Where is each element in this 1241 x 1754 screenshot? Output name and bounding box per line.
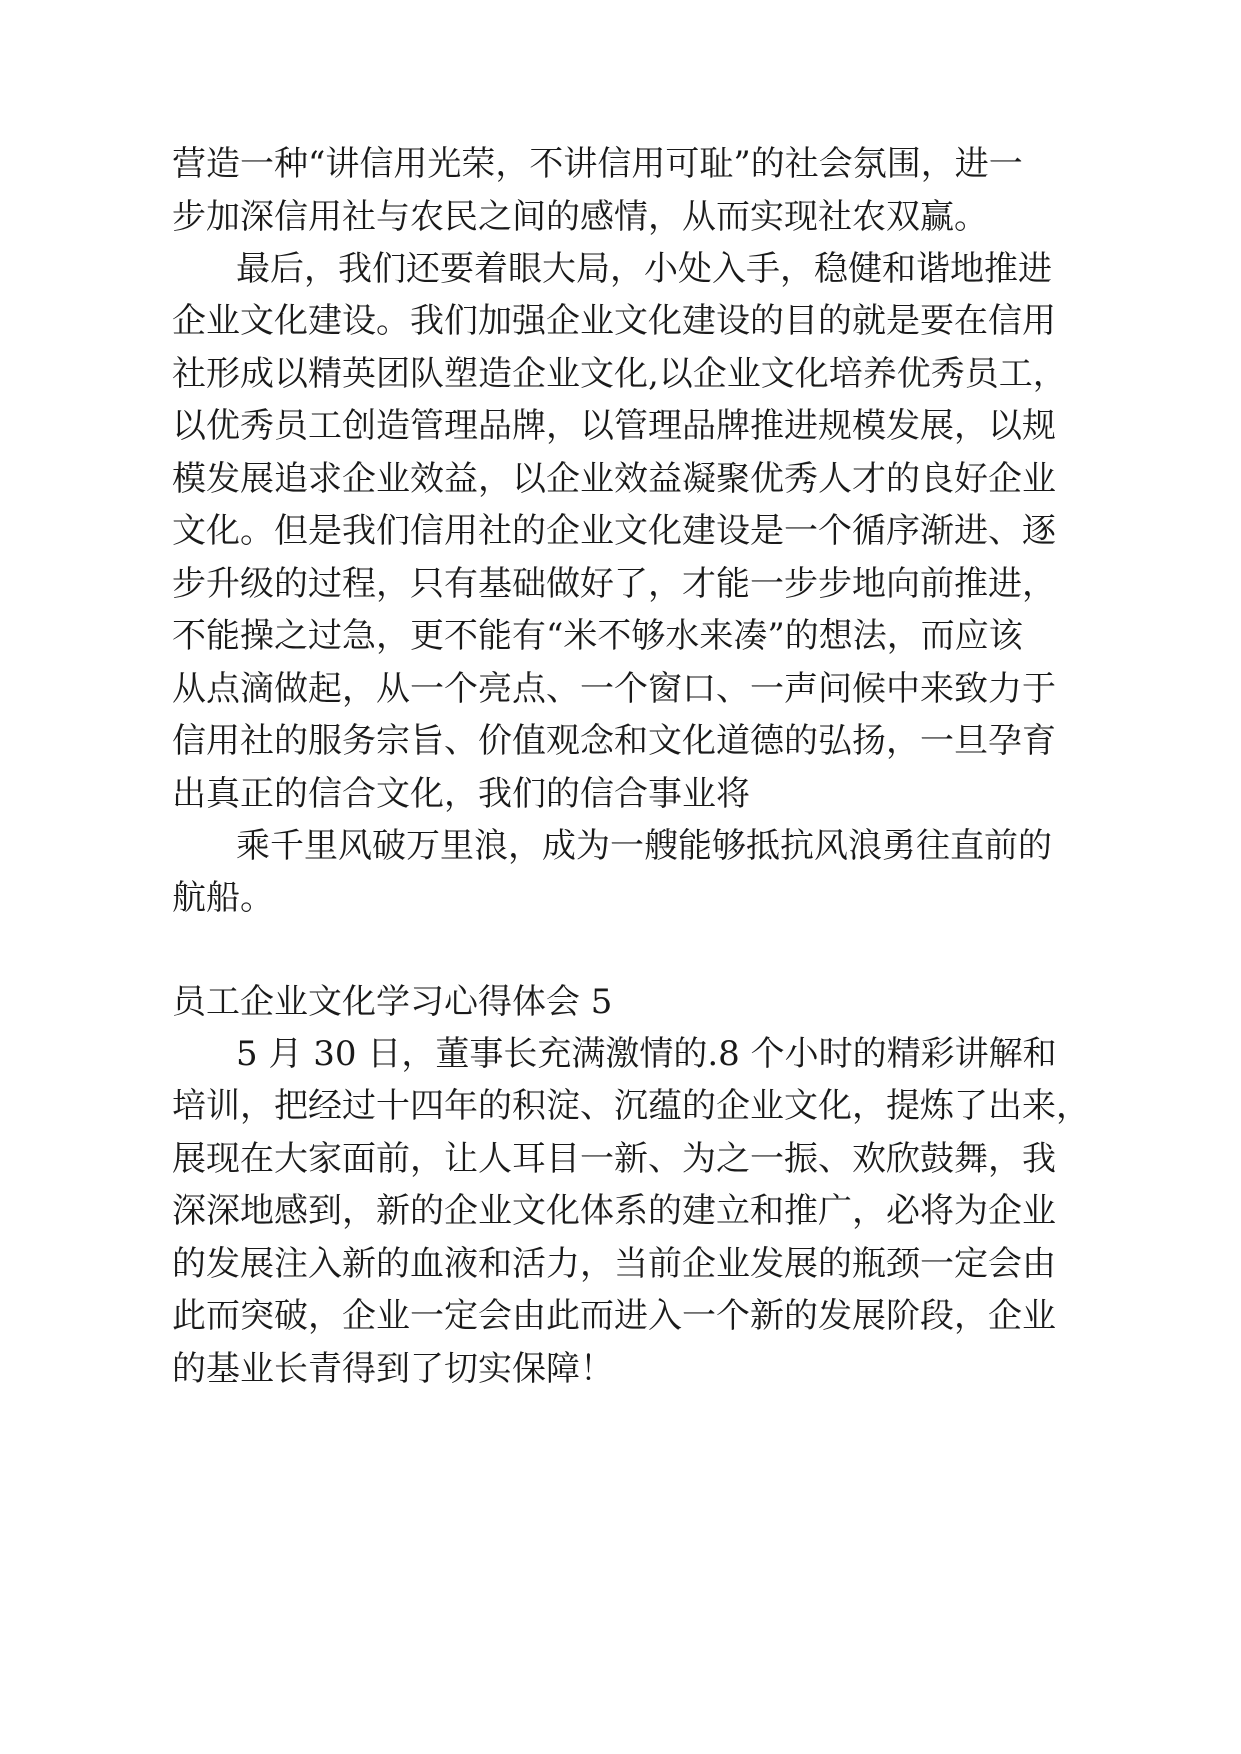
text-line: 此而突破，企业一定会由此而进入一个新的发展阶段，企业: [172, 1296, 1056, 1336]
text-line: 展现在大家面前，让人耳目一新、为之一振、欢欣鼓舞，我: [172, 1139, 1056, 1179]
text-line: 5 月 30 日，董事长充满激情的.8 个小时的精彩讲解和: [236, 1034, 1057, 1074]
text-line: 步加深信用社与农民之间的感情，从而实现社农双赢。: [172, 197, 988, 237]
text-line: 以优秀员工创造管理品牌，以管理品牌推进规模发展，以规: [172, 406, 1056, 446]
text-line: 乘千里风破万里浪，成为一艘能够抵抗风浪勇往直前的: [236, 826, 1052, 866]
text-line: 出真正的信合文化，我们的信合事业将: [172, 774, 750, 814]
text-line: 社形成以精英团队塑造企业文化,以企业文化培养优秀员工，: [172, 354, 1067, 394]
text-line: 培训，把经过十四年的积淀、沉蕴的企业文化，提炼了出来，: [172, 1086, 1090, 1126]
text-line: 文化。但是我们信用社的企业文化建设是一个循序渐进、逐: [172, 511, 1056, 551]
text-line: 深深地感到，新的企业文化体系的建立和推广，必将为企业: [172, 1191, 1056, 1231]
text-line: 营造一种“讲信用光荣，不讲信用可耻”的社会氛围，进一: [172, 144, 1023, 184]
text-line: 信用社的服务宗旨、价值观念和文化道德的弘扬，一旦孕育: [172, 721, 1056, 761]
text-line: 的基业长青得到了切实保障！: [172, 1349, 614, 1389]
text-line: 模发展追求企业效益，以企业效益凝聚优秀人才的良好企业: [172, 459, 1056, 499]
text-line: 不能操之过急，更不能有“米不够水来凑”的想法，而应该: [172, 616, 1023, 656]
text-line: 的发展注入新的血液和活力，当前企业发展的瓶颈一定会由: [172, 1244, 1056, 1284]
text-line: 从点滴做起，从一个亮点、一个窗口、一声问候中来致力于: [172, 669, 1056, 709]
section-heading: 员工企业文化学习心得体会 5: [172, 982, 613, 1022]
text-line: 企业文化建设。我们加强企业文化建设的目的就是要在信用: [172, 301, 1056, 341]
text-line: 步升级的过程，只有基础做好了，才能一步步地向前推进，: [172, 564, 1056, 604]
text-line: 航船。: [172, 878, 274, 918]
text-line: 最后，我们还要着眼大局，小处入手，稳健和谐地推进: [236, 249, 1052, 289]
